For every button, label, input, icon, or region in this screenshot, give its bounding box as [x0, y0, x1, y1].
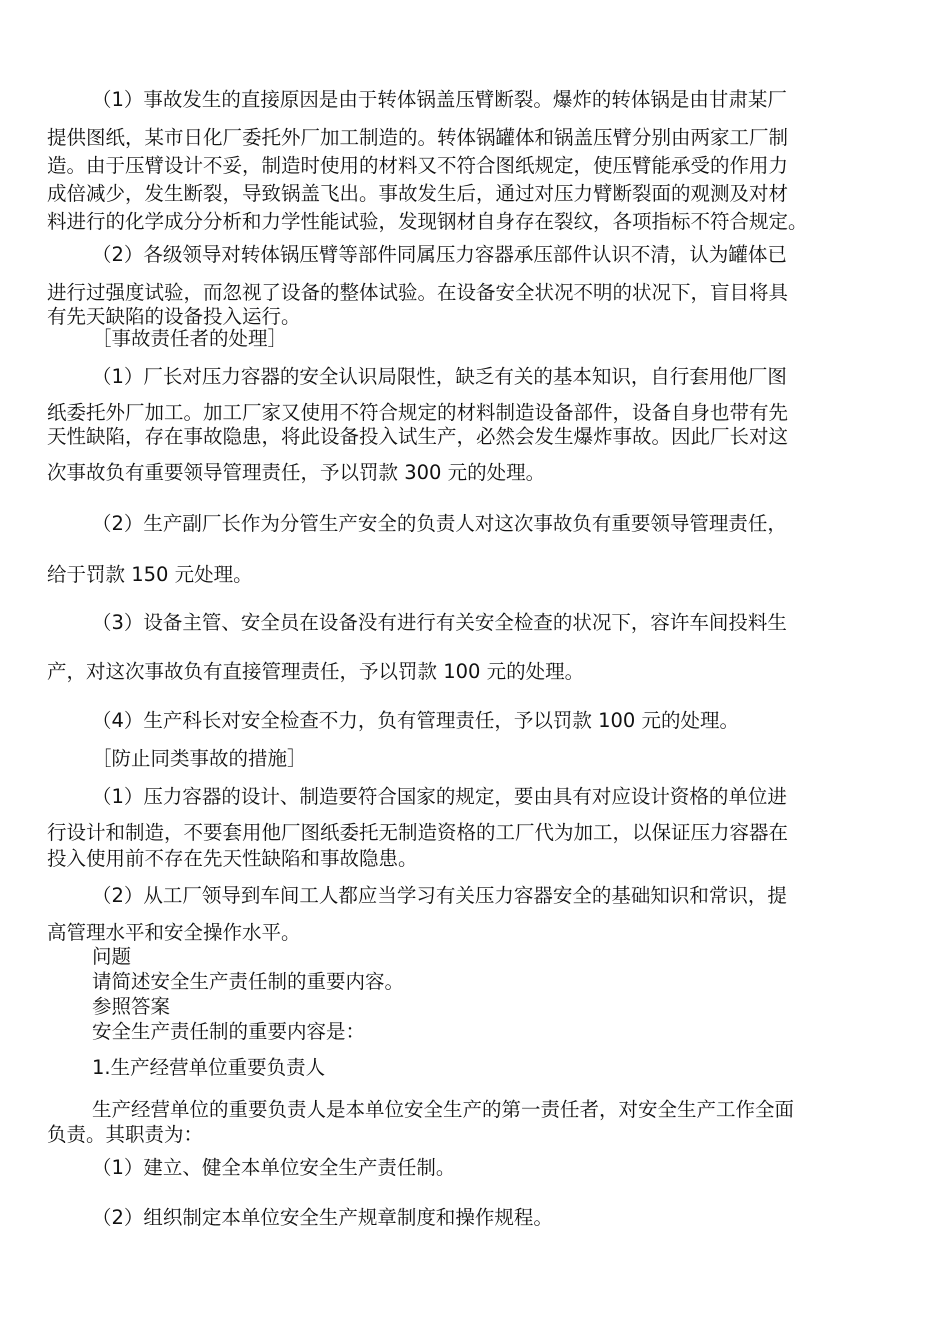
section-heading: ［事故责任者的处理］: [92, 327, 288, 350]
text-line: 安全生产责任制的重要内容是：: [92, 1020, 366, 1043]
text-line: 生产经营单位的重要负责人是本单位安全生产的第一责任者，对安全生产工作全面: [92, 1098, 795, 1121]
subheading: 1.生产经营单位重要负责人: [92, 1056, 326, 1079]
question-text: 请简述安全生产责任制的重要内容。: [92, 970, 405, 993]
text-line: 成倍减少，发生断裂，导致锅盖飞出。事故发生后，通过对压力臂断裂面的观测及对材: [47, 182, 789, 205]
text-line: （2）生产副厂长作为分管生产安全的负责人对这次事故负有重要领导管理责任，: [92, 512, 787, 535]
text-line: 造。由于压臂设计不妥，制造时使用的材料又不符合图纸规定，使压臂能承受的作用力: [47, 154, 789, 177]
text-line: （2）各级领导对转体锅压臂等部件同属压力容器承压部件认识不清，认为罐体已: [92, 243, 787, 266]
text-line: 有先天缺陷的设备投入运行。: [47, 305, 301, 328]
text-line: 产，对这次事故负有直接管理责任，予以罚款 100 元的处理。: [47, 660, 585, 683]
text-line: （2）组织制定本单位安全生产规章制度和操作规程。: [92, 1206, 553, 1229]
text-line: 纸委托外厂加工。加工厂家又使用不符合规定的材料制造设备部件，设备自身也带有先: [47, 401, 789, 424]
text-line: 进行过强度试验，而忽视了设备的整体试验。在设备安全状况不明的状况下，盲目将具: [47, 281, 789, 304]
text-line: 负责。其职责为：: [47, 1123, 204, 1146]
text-line: 天性缺陷，存在事故隐患，将此设备投入试生产，必然会发生爆炸事故。因此厂长对这: [47, 425, 789, 448]
text-line: （1）压力容器的设计、制造要符合国家的规定，要由具有对应设计资格的单位进: [92, 785, 787, 808]
text-line: 给于罚款 150 元处理。: [47, 563, 253, 586]
text-line: （1）建立、健全本单位安全生产责任制。: [92, 1156, 456, 1179]
section-heading: ［防止同类事故的措施］: [92, 747, 307, 770]
text-line: （4）生产科长对安全检查不力，负有管理责任，予以罚款 100 元的处理。: [92, 709, 740, 732]
text-line: （1）厂长对压力容器的安全认识局限性，缺乏有关的基本知识，自行套用他厂图: [92, 365, 787, 388]
text-line: 次事故负有重要领导管理责任，予以罚款 300 元的处理。: [47, 461, 546, 484]
text-line: 投入使用前不存在先天性缺陷和事故隐患。: [47, 847, 418, 870]
text-line: （1）事故发生的直接原因是由于转体锅盖压臂断裂。爆炸的转体锅是由甘肃某厂: [92, 88, 787, 111]
text-line: （2）从工厂领导到车间工人都应当学习有关压力容器安全的基础知识和常识，提: [92, 884, 787, 907]
text-line: 提供图纸，某市日化厂委托外厂加工制造的。转体锅罐体和锅盖压臂分别由两家工厂制: [47, 126, 789, 149]
text-line: （3）设备主管、安全员在设备没有进行有关安全检查的状况下，容许车间投料生: [92, 611, 787, 634]
question-label: 问题: [92, 945, 132, 968]
text-line: 高管理水平和安全操作水平。: [47, 921, 301, 944]
text-line: 料进行的化学成分分析和力学性能试验，发现钢材自身存在裂纹，各项指标不符合规定。: [47, 210, 808, 233]
answer-label: 参照答案: [92, 995, 171, 1018]
text-line: 行设计和制造，不要套用他厂图纸委托无制造资格的工厂代为加工，以保证压力容器在: [47, 821, 789, 844]
